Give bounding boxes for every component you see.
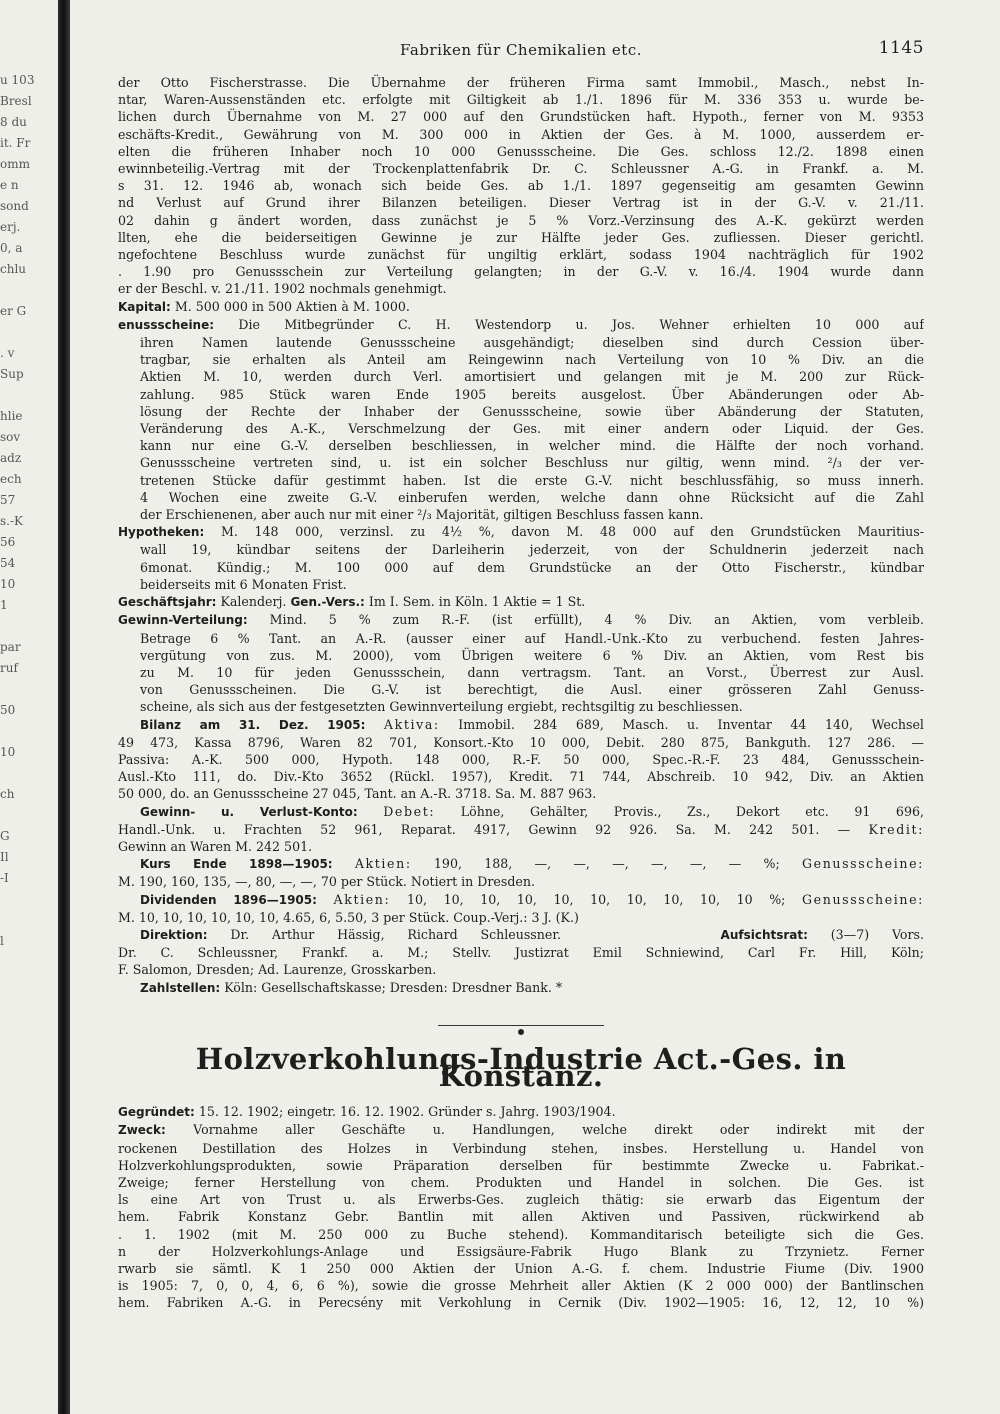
margin-fragment: Bresl	[0, 94, 32, 108]
margin-fragment: er G	[0, 304, 27, 318]
history-line: s 31. 12. 1946 ab, wonach sich beide Ges. ab 1./1. 1897 gegenseitig am gesamten Gewinn	[118, 178, 924, 194]
history-line: ewinnbeteilig.-Vertrag mit der Trockenplattenfabrik Dr. C. Schleussner A.-G. in Frankf. a. M.	[118, 161, 924, 177]
bilanz-body	[118, 734, 924, 803]
margin-fragment	[0, 280, 54, 301]
gen-vers-text: Im I. Sem. in Köln. 1 Aktie = 1 St.	[368, 594, 586, 610]
bilanz-label: Bilanz am 31. Dez. 1905:	[140, 717, 366, 732]
margin-fragment: 0, a	[0, 241, 23, 255]
margin-fragment: e n	[0, 178, 19, 192]
margin-fragment	[0, 889, 54, 910]
margin-fragment: hlie	[0, 409, 23, 423]
zweck-line: is 1905: 7, 0, 0, 4, 6, 6 %), sowie die grosse Mehrheit aller Aktien (K 2 000 000) der Bantlinschen	[118, 1278, 924, 1294]
margin-fragment: u 103	[0, 73, 35, 87]
margin-fragment: Sup	[0, 367, 24, 381]
bilanz-line: Immobil. 284 689, Masch. u. Inventar 44 140, Wechsel	[458, 716, 924, 732]
geschaeftsjahr-entry	[118, 593, 924, 611]
kredit-label: Kredit:	[868, 821, 924, 837]
kapital-entry	[118, 298, 924, 316]
section-divider	[118, 1021, 924, 1029]
kapital-text: M. 500 000 in 500 Aktien à M. 1000.	[174, 298, 410, 314]
kurs-entry	[118, 855, 924, 873]
company-title: Holzverkohlungs-Industrie Act.-Ges. in Konstanz.	[195, 1041, 847, 1093]
gewinn-verteilung-line: vergütung von zus. M. 2000), vom Übrigen weitere 6 % Div. an Aktien, vom Rest bis	[140, 647, 924, 663]
margin-fragment: 54	[0, 556, 16, 570]
gegruendet-entry	[118, 1103, 924, 1121]
aktiva-label: Aktiva:	[383, 716, 440, 732]
margin-fragment: 10	[0, 745, 16, 759]
margin-fragment: ech	[0, 472, 22, 486]
margin-fragment: chlu	[0, 262, 27, 276]
history-line: elten die früheren Inhaber noch 10 000 Genussscheine. Die Ges. schloss 12./2. 1898 einen	[118, 143, 924, 159]
margin-fragment: erj.	[0, 220, 21, 234]
hypotheken-line: wall 19, kündbar seitens der Darleiherin jederzeit, von der Schuldnerin jederzeit nach	[140, 542, 924, 558]
company-history	[118, 74, 924, 298]
dividenden-aktien-label: Aktien:	[333, 891, 391, 907]
margin-fragment: omm	[0, 157, 30, 171]
margin-fragment: 50	[0, 703, 16, 717]
history-line: 02 dahin g ändert worden, dass zunächst je 5 % Vorz.-Verzinsung des A.-K. gekürzt werden	[118, 212, 924, 228]
bilanz-line: Passiva: A.-K. 500 000, Hypoth. 148 000, R.-F. 50 000, Spec.-R.-F. 23 484, Genussschein-	[118, 751, 924, 767]
debet-label: Debet:	[383, 803, 436, 819]
margin-fragment: sov	[0, 430, 21, 444]
margin-fragment: s.-K	[0, 514, 23, 528]
zweck-label: Zweck:	[118, 1123, 166, 1138]
history-line: ngefochtene Beschluss wurde zunächst für ungiltig erklärt, sodass 1904 nachträglich für 1902	[118, 247, 924, 263]
genussscheine-line: lösung der Rechte der Inhaber der Genussscheine, sowie über Abänderung der Statuten,	[140, 403, 924, 419]
bilanz-line: 50 000, do. an Genussscheine 27 045, Tant. an A.-R. 3718. Sa. M. 887 963.	[118, 786, 597, 802]
genussscheine-line: ihren Namen lautende Genussscheine ausgehändigt; dieselben sind durch Cession über-	[140, 335, 924, 351]
margin-fragment: -I	[0, 871, 9, 885]
genussscheine-line: kann nur eine G.-V. derselben beschliessen, in welcher mind. die Hälfte der noch vorhand.	[140, 438, 924, 454]
zweck-line: Zweige; ferner Herstellung von chem. Produkten und Handel in solchen. Die Ges. ist	[118, 1174, 924, 1190]
history-line: lichen durch Übernahme von M. 27 000 auf den Grundstücken haft. Hypoth., ferner von M. 9353	[118, 109, 924, 125]
gewinn-verlust-text-2: Handl.-Unk. u. Frachten 52 961, Reparat. 4917, Gewinn 92 926. Sa. M. 242 501. —	[118, 821, 851, 837]
left-margin-fragments	[0, 0, 54, 1414]
gewinn-verteilung-line: von Genussscheinen. Die G.-V. ist berechtigt, die Ausl. einer grösseren Zahl Genuss-	[140, 682, 924, 698]
margin-fragment: Il	[0, 850, 9, 864]
zahlstellen-entry	[118, 979, 924, 997]
hypotheken-line: 6monat. Kündig.; M. 100 000 auf dem Grundstücke an der Otto Fischerstr., kündbar	[140, 559, 924, 575]
aufsichtsrat-line: Dr. C. Schleussner, Frankf. a. M.; Stellv. Justizrat Emil Schniewind, Carl Fr. Hill, Köln;	[118, 945, 924, 961]
margin-fragment: par	[0, 640, 21, 654]
dividenden-aktien-text: 10, 10, 10, 10, 10, 10, 10, 10, 10, 10 %;	[406, 891, 786, 907]
dividenden-line-2: M. 10, 10, 10, 10, 10, 10, 4.65, 6, 5.50, 3 per Stück. Coup.-Verj.: 3 J. (K.)	[118, 909, 579, 925]
gewinn-verteilung-entry	[118, 611, 924, 715]
genussscheine-line: 4 Wochen eine zweite G.-V. einberufen werden, welche dann ohne Rücksicht auf die Zahl	[140, 489, 924, 505]
dividenden-label: Dividenden 1896—1905:	[140, 892, 317, 907]
margin-fragment: ruf	[0, 661, 18, 675]
margin-fragment	[0, 322, 54, 343]
gewinn-verteilung-line: zu M. 10 für jeden Genussschein, dann vertragsm. Tant. an Vorst., Überrest zur Ausl.	[140, 664, 924, 680]
history-line: . 1.90 pro Genussschein zur Verteilung gelangten; in der G.-V. v. 16./4. 1904 wurde dann	[118, 264, 924, 280]
kurs-line-2: M. 190, 160, 135, —, 80, —, —, 70 per Stück. Notiert in Dresden.	[118, 874, 535, 890]
genussscheine-line: zahlung. 985 Stück waren Ende 1905 bereits ausgelost. Über Abänderungen oder Ab-	[140, 386, 924, 402]
genussscheine-line: tragbar, sie erhalten als Anteil am Reingewinn nach Verteilung von 10 % Div. an die	[140, 352, 924, 368]
direktion-label: Direktion:	[140, 927, 208, 942]
page-content	[118, 38, 924, 1312]
dividenden-entry	[118, 891, 924, 909]
kurs-genuss-label: Genussscheine:	[801, 856, 924, 872]
zweck-line: hem. Fabrik Konstanz Gebr. Bantlin mit allen Aktiven und Passiven, rückwirkend ab	[118, 1209, 924, 1225]
genussscheine-label: enussscheine:	[118, 317, 215, 332]
gewinn-verlust-label: Gewinn- u. Verlust-Konto:	[140, 804, 358, 819]
margin-fragment	[0, 805, 54, 826]
aufsichtsrat-text: (3—7) Vors.	[830, 926, 924, 942]
margin-fragment: ch	[0, 787, 15, 801]
binding-shadow	[58, 0, 70, 1414]
geschaeftsjahr-text: Kalenderj.	[220, 594, 287, 610]
margin-fragment: 8 du	[0, 115, 27, 129]
margin-fragment	[0, 763, 54, 784]
direktion-entry	[118, 926, 924, 944]
aufsichtsrat-label: Aufsichtsrat:	[720, 927, 808, 942]
margin-fragment	[0, 973, 54, 994]
bilanz-first-line	[140, 716, 924, 734]
history-line: er der Beschl. v. 21./11. 1902 nochmals genehmigt.	[118, 281, 447, 297]
zweck-line: n der Holzverkohlungs-Anlage und Essigsäure-Fabrik Hugo Blank zu Trzynietz. Ferner	[118, 1243, 924, 1259]
gewinn-verlust-line: Löhne, Gehälter, Provis., Zs., Dekort etc. 91 696,	[460, 803, 924, 819]
kurs-label: Kurs Ende 1898—1905:	[140, 857, 333, 872]
gewinn-verlust-line-3: Gewinn an Waren M. 242 501.	[118, 838, 313, 854]
gewinn-verlust-line-2	[118, 821, 924, 838]
margin-fragment: G	[0, 829, 10, 843]
running-head	[118, 38, 924, 66]
zweck-line: ls eine Art von Trust u. als Erwerbs-Ges. zugleich thätig: sie erwarb das Eigentum der	[118, 1192, 924, 1208]
zahlstellen-label: Zahlstellen:	[140, 980, 221, 995]
kurs-aktien-label: Aktien:	[354, 856, 412, 872]
genussscheine-line: tretenen Stücke dafür gestimmt haben. Ist die erste G.-V. nicht beschlussfähig, so muss innerh.	[140, 472, 924, 488]
gen-vers-label: Gen.-Vers.:	[290, 595, 365, 610]
kurs-aktien-text: 190, 188, —, —, —, —, —, — %;	[433, 856, 780, 872]
margin-fragment	[0, 385, 54, 406]
margin-fragment	[0, 616, 54, 637]
margin-fragment: it. Fr	[0, 136, 31, 150]
bilanz-entry	[118, 716, 924, 734]
margin-fragment: 56	[0, 535, 16, 549]
margin-fragment: sond	[0, 199, 29, 213]
direktion-text: Dr. Arthur Hässig, Richard Schleussner.	[230, 926, 561, 942]
zahlstellen-text: Köln: Gesellschaftskasse; Dresden: Dresdner Bank. *	[224, 979, 563, 995]
genussscheine-line: Genussscheine vertreten sind, u. ist ein solcher Beschluss nur giltig, wenn mind. ²/₃ der ver-	[140, 455, 924, 471]
zweck-line: . 1. 1902 (mit M. 250 000 zu Buche stehend). Kommanditarisch beteiligte sich die Ges.	[118, 1226, 924, 1242]
margin-fragment: 1	[0, 598, 8, 612]
genussscheine-line: Aktien M. 10, werden durch Verl. amortisiert und gelangen mit je M. 200 zur Rück-	[140, 369, 924, 385]
zahlstellen-line	[140, 979, 924, 997]
margin-fragment	[0, 721, 54, 742]
zweck-line: rwarb sie sämtl. K 1 250 000 Aktien der Union A.-G. f. chem. Industrie Fiume (Div. 1900	[118, 1261, 924, 1276]
margin-fragment	[0, 994, 54, 1015]
history-line: llten, ehe die beiderseitigen Gewinne je zur Hälfte jeder Ges. zufliessen. Dieser gerichtl.	[118, 229, 924, 245]
kapital-label: Kapital:	[118, 299, 171, 314]
hypotheken-label: Hypotheken:	[118, 525, 205, 540]
genussscheine-line: Veränderung des A.-K., Verschmelzung der Ges. mit einer andern oder Liquid. der Ges.	[140, 421, 924, 437]
margin-fragment: 57	[0, 493, 16, 507]
history-line: eschäfts-Kredit., Gewährung von M. 300 000 in Aktien der Ges. à M. 1000, ausserdem er-	[118, 126, 924, 142]
margin-fragment	[0, 679, 54, 700]
gewinn-verlust-first-line	[140, 803, 924, 821]
history-line: ntar, Waren-Aussenständen etc. erfolgte mit Giltigkeit ab 1./1. 1896 für M. 336 353 u. wurde be-	[118, 92, 924, 108]
dividenden-genuss-label: Genussscheine:	[802, 891, 924, 907]
gewinn-verteilung-line: Betrage 6 % Tant. an A.-R. (ausser einer auf Handl.-Unk.-Kto zu verbuchend. festen Jahres-	[140, 630, 924, 646]
gewinn-verteilung-first-line	[118, 611, 924, 629]
genussscheine-line: der Erschienenen, aber auch nur mit einer ²/₃ Majorität, giltigen Beschluss fassen kann.	[140, 507, 704, 523]
margin-fragment: l	[0, 934, 4, 948]
geschaeftsjahr-label: Geschäftsjahr:	[118, 595, 217, 610]
bilanz-line: 49 473, Kassa 8796, Waren 82 701, Konsort.-Kto 10 000, Debit. 280 875, Bankguth. 127 286. —	[118, 734, 924, 750]
genussscheine-body	[118, 334, 924, 523]
bilanz-line: Ausl.-Kto 111, do. Div.-Kto 3652 (Rückl. 1957), Kredit. 71 744, Abschreib. 10 942, Div. an Aktien	[118, 769, 924, 785]
zweck-line: rockenen Destillation des Holzes in Verbindung stehen, insbes. Herstellung u. Handel von	[118, 1140, 924, 1156]
history-line: nd Verlust auf Grund ihrer Bilanzen beteiligen. Dieser Vertrag ist in der G.-V. v. 21./11.	[118, 195, 924, 211]
gewinn-verlust-entry	[118, 803, 924, 821]
genussscheine-line: Die Mitbegründer C. H. Westendorp u. Jos. Wehner erhielten 10 000 auf	[238, 316, 924, 332]
margin-fragment: . v	[0, 346, 15, 360]
hypotheken-body	[118, 541, 924, 593]
page-number: 1145	[878, 38, 924, 58]
margin-fragment	[0, 952, 54, 973]
dividenden-first-line	[140, 891, 924, 909]
gegruendet-text: 15. 12. 1902; eingetr. 16. 12. 1902. Gründer s. Jahrg. 1903/1904.	[198, 1104, 616, 1120]
hypotheken-line: beiderseits mit 6 Monaten Frist.	[140, 576, 347, 592]
running-title: Fabriken für Chemikalien etc.	[400, 41, 642, 59]
gewinn-verteilung-line: Mind. 5 % zum R.-F. (ist erfüllt), 4 % Div. an Aktien, vom verbleib.	[269, 612, 924, 628]
gewinn-verteilung-line: scheine, als sich aus der festgesetzten Gewinnverteilung ergiebt, rechtsgiltig zu beschliessen.	[140, 699, 743, 715]
gewinn-verteilung-label: Gewinn-Verteilung:	[118, 613, 248, 628]
zweck-first-line	[118, 1121, 924, 1139]
zweck-line: Holzverkohlungsprodukten, sowie Präparation derselben für bestimmte Zwecke u. Fabrikat.-	[118, 1157, 924, 1173]
margin-fragment: 10	[0, 577, 16, 591]
zweck-line: hem. Fabriken A.-G. in Perecsény mit Verkohlung in Cernik (Div. 1902—1905: 16, 12, 12, 10 %)	[118, 1295, 924, 1311]
gegruendet-label: Gegründet:	[118, 1105, 195, 1120]
genussscheine-first-line	[118, 316, 924, 334]
aufsichtsrat-line: F. Salomon, Dresden; Ad. Laurenze, Grosskarben.	[118, 962, 437, 978]
zweck-line: Vornahme aller Geschäfte u. Handlungen, welche direkt oder indirekt mit der	[193, 1122, 924, 1138]
hypotheken-line: M. 148 000, verzinsl. zu 4½ %, davon M. 48 000 auf den Grundstücken Mauritius-	[220, 524, 924, 540]
margin-fragment: adz	[0, 451, 22, 465]
margin-fragment	[0, 910, 54, 931]
aufsichtsrat-members	[118, 944, 924, 978]
zweck-body	[118, 1140, 924, 1312]
genussscheine-entry	[118, 316, 924, 523]
gewinn-verteilung-body	[118, 630, 924, 716]
direktion-first-line	[140, 926, 924, 944]
hypotheken-entry	[118, 523, 924, 593]
kurs-first-line	[140, 855, 924, 873]
history-line: der Otto Fischerstrasse. Die Übernahme der früheren Firma samt Immobil., Masch., nebst In-	[118, 75, 924, 90]
divider-ornament	[518, 1029, 524, 1035]
hypotheken-first-line	[118, 523, 924, 541]
